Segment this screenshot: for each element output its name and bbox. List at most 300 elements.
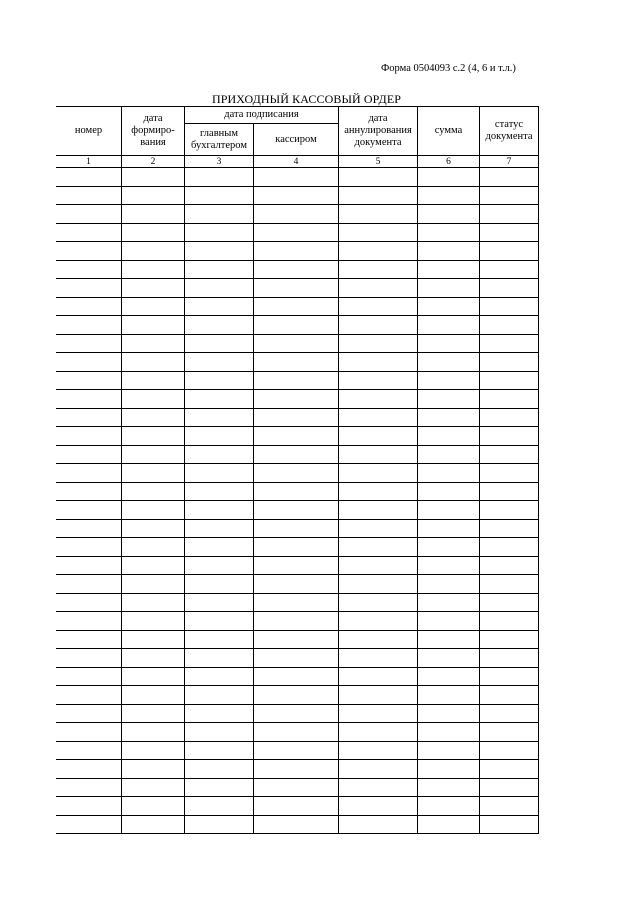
table-cell: [254, 519, 339, 538]
table-cell: [480, 168, 539, 187]
table-cell: [122, 279, 185, 298]
table-cell: [185, 371, 254, 390]
table-cell: [122, 538, 185, 557]
table-cell: [122, 260, 185, 279]
table-cell: [56, 205, 122, 224]
table-cell: [122, 760, 185, 779]
table-row: [56, 556, 539, 575]
table-cell: [254, 593, 339, 612]
table-cell: [185, 390, 254, 409]
table-cell: [254, 538, 339, 557]
table-cell: [418, 260, 480, 279]
table-cell: [122, 427, 185, 446]
table-cell: [339, 371, 418, 390]
table-cell: [122, 223, 185, 242]
table-cell: [185, 630, 254, 649]
table-cell: [254, 704, 339, 723]
column-number-row: [56, 156, 539, 168]
table-cell: [185, 297, 254, 316]
table-cell: [122, 464, 185, 483]
table-cell: [254, 445, 339, 464]
table-cell: [480, 408, 539, 427]
table-cell: [185, 501, 254, 520]
table-cell: [56, 279, 122, 298]
table-cell: [122, 575, 185, 594]
table-cell: [339, 612, 418, 631]
table-cell: [185, 575, 254, 594]
table-cell: [122, 815, 185, 834]
table-cell: [418, 464, 480, 483]
table-cell: [418, 445, 480, 464]
table-cell: [56, 760, 122, 779]
table-cell: [122, 445, 185, 464]
table-row: [56, 778, 539, 797]
table-cell: [122, 371, 185, 390]
table-cell: [122, 501, 185, 520]
table-cell: [122, 334, 185, 353]
table-cell: [339, 741, 418, 760]
table-cell: [418, 482, 480, 501]
table-cell: [418, 815, 480, 834]
table-cell: [254, 390, 339, 409]
table-cell: [122, 408, 185, 427]
col-header-cashier: кассиром: [254, 124, 339, 156]
table-cell: [122, 519, 185, 538]
table-cell: [418, 297, 480, 316]
table-cell: [56, 649, 122, 668]
table-cell: [480, 390, 539, 409]
table-cell: [254, 408, 339, 427]
table-cell: [339, 778, 418, 797]
col-header-creation-date: дата формиро-вания: [122, 107, 185, 156]
table-row: [56, 723, 539, 742]
table-row: [56, 371, 539, 390]
table-cell: [418, 390, 480, 409]
left-margin-mask: [55, 106, 56, 836]
table-cell: [254, 316, 339, 335]
table-cell: [418, 519, 480, 538]
table-cell: [254, 501, 339, 520]
form-code: Форма 0504093 с.2 (4, 6 и т.л.): [381, 63, 516, 74]
table-cell: [122, 778, 185, 797]
table-cell: [480, 205, 539, 224]
table-cell: [185, 649, 254, 668]
table-cell: [185, 723, 254, 742]
table-row: [56, 538, 539, 557]
table-row: [56, 186, 539, 205]
table-cell: [480, 630, 539, 649]
table-cell: [418, 686, 480, 705]
table-cell: [56, 260, 122, 279]
table-cell: [122, 186, 185, 205]
table-cell: [339, 760, 418, 779]
table-cell: [480, 575, 539, 594]
table-cell: [56, 630, 122, 649]
table-cell: [56, 408, 122, 427]
table-cell: [122, 556, 185, 575]
table-cell: [185, 686, 254, 705]
table-cell: [254, 630, 339, 649]
table-row: [56, 630, 539, 649]
table-row: [56, 316, 539, 335]
table-cell: [122, 667, 185, 686]
table-cell: [56, 390, 122, 409]
table-cell: [480, 371, 539, 390]
table-row: [56, 575, 539, 594]
table-cell: [254, 371, 339, 390]
table-cell: [339, 538, 418, 557]
table-cell: [185, 704, 254, 723]
table-cell: [418, 723, 480, 742]
table-cell: [418, 427, 480, 446]
table-cell: [418, 501, 480, 520]
table-cell: [56, 686, 122, 705]
table-cell: [254, 334, 339, 353]
table-cell: [418, 667, 480, 686]
table-cell: [480, 242, 539, 261]
table-row: [56, 353, 539, 372]
table-cell: [56, 575, 122, 594]
table-cell: [480, 482, 539, 501]
table-cell: [185, 778, 254, 797]
col-header-status: статус документа: [480, 107, 539, 156]
table-cell: [339, 334, 418, 353]
table-cell: [339, 353, 418, 372]
table-cell: [480, 501, 539, 520]
table-cell: [480, 649, 539, 668]
table-cell: [254, 427, 339, 446]
table-cell: [254, 556, 339, 575]
table-cell: [339, 649, 418, 668]
table-cell: [185, 741, 254, 760]
column-number: 6: [418, 156, 480, 168]
table-cell: [185, 427, 254, 446]
table-cell: [56, 242, 122, 261]
table-cell: [56, 482, 122, 501]
column-number: 5: [339, 156, 418, 168]
table-cell: [339, 482, 418, 501]
table-row: [56, 667, 539, 686]
table-row: [56, 408, 539, 427]
table-row: [56, 297, 539, 316]
table-cell: [418, 223, 480, 242]
col-header-number: номер: [56, 107, 122, 156]
cash-order-register-table: [55, 106, 539, 834]
table-row: [56, 704, 539, 723]
table-row: [56, 649, 539, 668]
table-cell: [56, 223, 122, 242]
table-cell: [418, 168, 480, 187]
table-cell: [56, 556, 122, 575]
table-cell: [418, 242, 480, 261]
table-cell: [339, 575, 418, 594]
table-cell: [56, 168, 122, 187]
table-cell: [185, 186, 254, 205]
table-cell: [122, 242, 185, 261]
table-cell: [480, 760, 539, 779]
table-cell: [185, 760, 254, 779]
table-cell: [56, 741, 122, 760]
table-cell: [185, 279, 254, 298]
table-cell: [339, 815, 418, 834]
table-cell: [339, 205, 418, 224]
table-cell: [339, 408, 418, 427]
table-cell: [254, 723, 339, 742]
table-cell: [339, 445, 418, 464]
table-cell: [185, 260, 254, 279]
table-cell: [122, 686, 185, 705]
table-cell: [339, 168, 418, 187]
table-cell: [56, 778, 122, 797]
table-cell: [254, 242, 339, 261]
table-cell: [185, 667, 254, 686]
table-cell: [418, 630, 480, 649]
table-cell: [122, 612, 185, 631]
table-cell: [185, 519, 254, 538]
table-cell: [480, 778, 539, 797]
table-row: [56, 797, 539, 816]
table-cell: [185, 612, 254, 631]
table-cell: [480, 223, 539, 242]
col-header-signing-date: дата подписания: [185, 107, 339, 124]
table-cell: [254, 464, 339, 483]
table-cell: [185, 205, 254, 224]
table-cell: [56, 612, 122, 631]
table-cell: [480, 612, 539, 631]
table-cell: [185, 797, 254, 816]
table-row: [56, 760, 539, 779]
table-cell: [122, 797, 185, 816]
table-cell: [339, 186, 418, 205]
table-cell: [418, 371, 480, 390]
table-cell: [480, 667, 539, 686]
table-cell: [185, 593, 254, 612]
table-cell: [122, 630, 185, 649]
col-header-amount: сумма: [418, 107, 480, 156]
table-cell: [480, 723, 539, 742]
table-cell: [480, 353, 539, 372]
table-cell: [418, 760, 480, 779]
table-cell: [185, 538, 254, 557]
column-number: 3: [185, 156, 254, 168]
table-cell: [339, 242, 418, 261]
table-row: [56, 279, 539, 298]
table-cell: [122, 704, 185, 723]
table-cell: [480, 815, 539, 834]
table-row: [56, 593, 539, 612]
table-cell: [185, 482, 254, 501]
table-cell: [185, 334, 254, 353]
table-cell: [56, 297, 122, 316]
table-cell: [56, 797, 122, 816]
table-row: [56, 242, 539, 261]
table-cell: [254, 667, 339, 686]
table-cell: [339, 593, 418, 612]
table-cell: [254, 279, 339, 298]
table-cell: [56, 316, 122, 335]
table-cell: [185, 316, 254, 335]
table-row: [56, 815, 539, 834]
table-row: [56, 445, 539, 464]
table-cell: [339, 686, 418, 705]
col-header-chief-accountant: главным бухгалтером: [185, 124, 254, 156]
table-cell: [122, 741, 185, 760]
table-cell: [254, 260, 339, 279]
table-cell: [339, 556, 418, 575]
table-cell: [56, 538, 122, 557]
column-number: 7: [480, 156, 539, 168]
table-cell: [480, 556, 539, 575]
table-cell: [339, 630, 418, 649]
table-row: [56, 686, 539, 705]
table-cell: [56, 353, 122, 372]
table-cell: [418, 556, 480, 575]
table-cell: [254, 482, 339, 501]
table-cell: [418, 612, 480, 631]
table-cell: [480, 464, 539, 483]
table-cell: [418, 575, 480, 594]
table-cell: [339, 260, 418, 279]
table-cell: [56, 815, 122, 834]
table-row: [56, 390, 539, 409]
table-row: [56, 519, 539, 538]
table-cell: [122, 297, 185, 316]
document-title: ПРИХОДНЫЙ КАССОВЫЙ ОРДЕР: [212, 92, 402, 106]
table-cell: [56, 667, 122, 686]
table-cell: [339, 797, 418, 816]
table-cell: [185, 168, 254, 187]
table-cell: [418, 593, 480, 612]
table-cell: [122, 593, 185, 612]
table-cell: [480, 279, 539, 298]
table-cell: [122, 168, 185, 187]
table-cell: [418, 704, 480, 723]
table-cell: [480, 186, 539, 205]
table-cell: [339, 427, 418, 446]
register-body: [56, 168, 539, 834]
table-row: [56, 427, 539, 446]
table-cell: [339, 297, 418, 316]
table-cell: [418, 316, 480, 335]
table-cell: [122, 353, 185, 372]
table-row: [56, 501, 539, 520]
table-cell: [56, 593, 122, 612]
table-cell: [254, 168, 339, 187]
table-cell: [122, 316, 185, 335]
table-row: [56, 205, 539, 224]
column-number: 4: [254, 156, 339, 168]
table-cell: [122, 723, 185, 742]
table-cell: [339, 667, 418, 686]
table-cell: [254, 223, 339, 242]
table-cell: [480, 704, 539, 723]
table-cell: [418, 778, 480, 797]
table-cell: [254, 797, 339, 816]
table-cell: [480, 593, 539, 612]
table-cell: [480, 260, 539, 279]
table-row: [56, 741, 539, 760]
table-cell: [254, 686, 339, 705]
table-cell: [418, 649, 480, 668]
table-cell: [185, 464, 254, 483]
table-cell: [339, 279, 418, 298]
table-cell: [254, 649, 339, 668]
table-cell: [254, 815, 339, 834]
table-cell: [480, 427, 539, 446]
table-cell: [418, 741, 480, 760]
table-cell: [56, 519, 122, 538]
table-cell: [254, 612, 339, 631]
table-cell: [418, 797, 480, 816]
table-cell: [185, 815, 254, 834]
table-cell: [418, 334, 480, 353]
table-cell: [418, 408, 480, 427]
table-cell: [254, 778, 339, 797]
table-cell: [418, 205, 480, 224]
table-cell: [254, 353, 339, 372]
table-cell: [418, 279, 480, 298]
table-cell: [56, 186, 122, 205]
table-cell: [122, 482, 185, 501]
table-cell: [56, 464, 122, 483]
table-cell: [254, 297, 339, 316]
table-cell: [56, 704, 122, 723]
table-cell: [480, 741, 539, 760]
table-cell: [480, 519, 539, 538]
table-cell: [339, 519, 418, 538]
table-cell: [122, 390, 185, 409]
table-cell: [418, 353, 480, 372]
column-number: 1: [56, 156, 122, 168]
table-cell: [122, 205, 185, 224]
table-cell: [56, 371, 122, 390]
table-cell: [480, 334, 539, 353]
table-row: [56, 612, 539, 631]
table-cell: [418, 186, 480, 205]
table-cell: [480, 686, 539, 705]
table-cell: [56, 445, 122, 464]
table-cell: [185, 556, 254, 575]
table-cell: [254, 205, 339, 224]
table-cell: [185, 353, 254, 372]
table-cell: [122, 649, 185, 668]
table-cell: [254, 760, 339, 779]
table-cell: [480, 316, 539, 335]
table-cell: [339, 223, 418, 242]
table-cell: [339, 390, 418, 409]
table-row: [56, 334, 539, 353]
table-cell: [339, 723, 418, 742]
table-row: [56, 482, 539, 501]
table-cell: [185, 445, 254, 464]
table-cell: [185, 408, 254, 427]
table-cell: [418, 538, 480, 557]
table-cell: [56, 723, 122, 742]
table-cell: [254, 575, 339, 594]
table-cell: [254, 741, 339, 760]
table-cell: [339, 316, 418, 335]
table-cell: [480, 538, 539, 557]
table-cell: [254, 186, 339, 205]
table-cell: [339, 501, 418, 520]
table-cell: [56, 334, 122, 353]
table-row: [56, 223, 539, 242]
table-row: [56, 260, 539, 279]
table-cell: [185, 242, 254, 261]
table-cell: [480, 445, 539, 464]
table-row: [56, 464, 539, 483]
table-cell: [339, 704, 418, 723]
